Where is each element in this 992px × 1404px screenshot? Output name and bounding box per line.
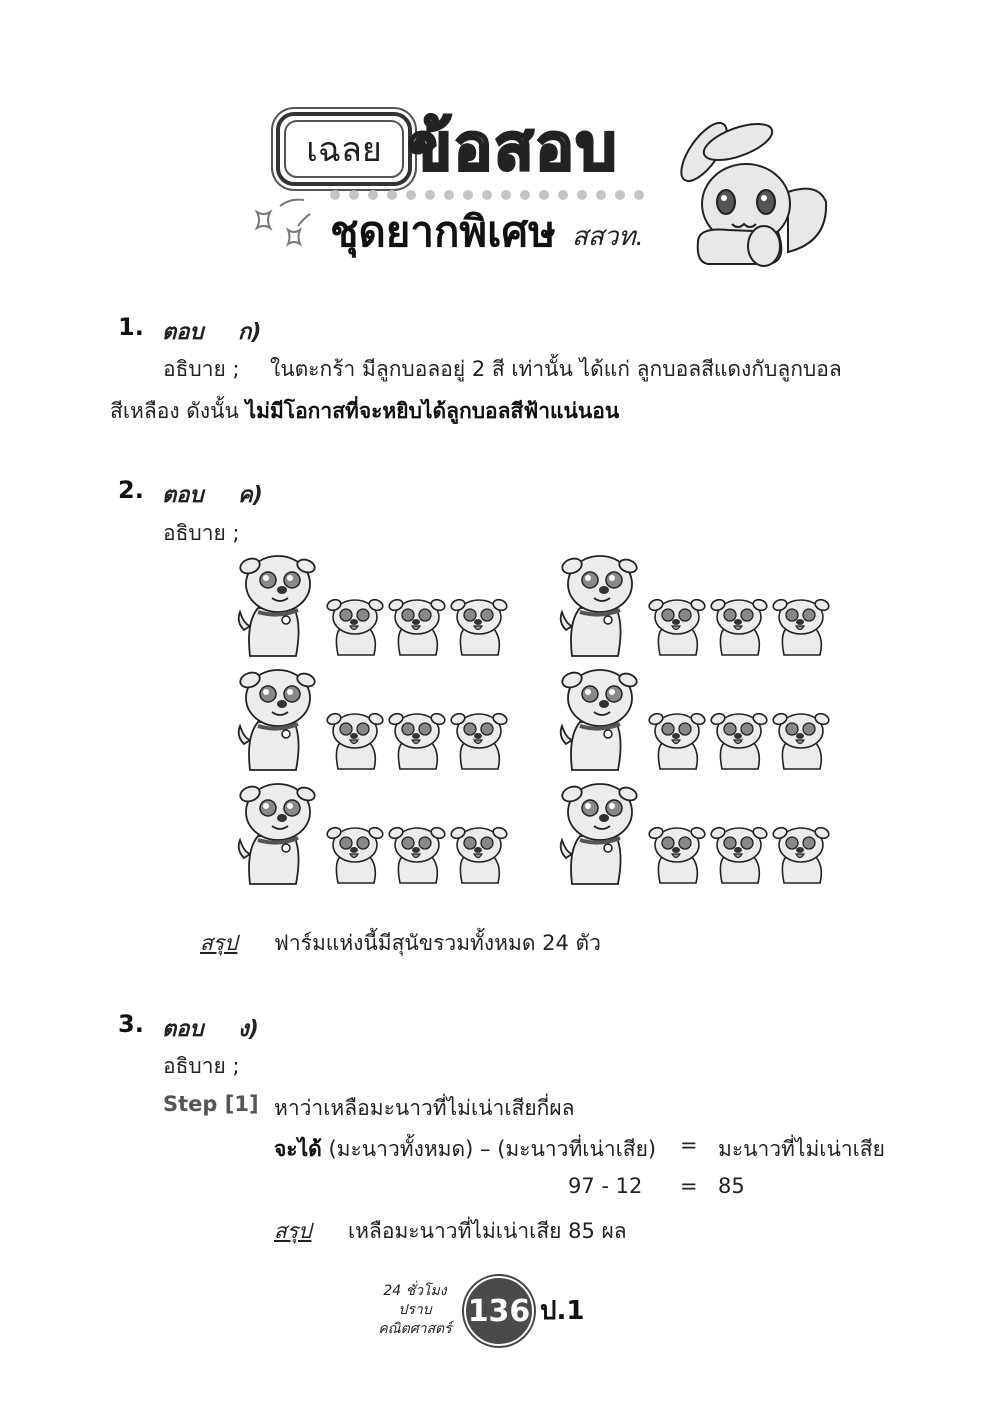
divider-dot (425, 190, 435, 200)
summary-label: สรุป (200, 931, 238, 955)
puppy-icon (450, 823, 508, 889)
summary-label: สรุป (274, 1219, 312, 1243)
puppy-icon (388, 595, 446, 661)
page-number: 136 (464, 1276, 534, 1346)
puppy-icon (326, 595, 384, 661)
puppy-icon (450, 595, 508, 661)
page-subtitle: ชุดยากพิเศษ (330, 207, 556, 256)
puppy-icon (772, 709, 830, 775)
dog-group (236, 666, 508, 775)
explain-label: อธิบาย ; (163, 357, 240, 381)
dog-group (558, 666, 830, 775)
grade-label: ป.1 (540, 1296, 585, 1326)
answer-key-badge (276, 112, 412, 186)
book-title-line-1: 24 ชั่วโมง (383, 1283, 447, 1299)
puppy-icon (710, 709, 768, 775)
divider-dot (368, 190, 378, 200)
big-dog-icon (558, 780, 644, 889)
answer-choice: ง) (238, 1017, 259, 1042)
question-number: 1. (118, 313, 144, 341)
divider-dot (558, 190, 568, 200)
puppy-icon (388, 823, 446, 889)
answer-choice: ค) (238, 483, 263, 508)
book-title-line-2: ปราบ (398, 1302, 432, 1318)
puppy-icon (326, 709, 384, 775)
dog-group (236, 552, 508, 661)
dog-group (558, 780, 830, 889)
divider-dot (596, 190, 606, 200)
divider-dot (463, 190, 473, 200)
dog-group (236, 780, 508, 889)
puppy-icon (710, 823, 768, 889)
divider-dot (406, 190, 416, 200)
answer-label: ตอบ (162, 320, 204, 345)
big-dog-icon (236, 780, 322, 889)
divider-dot (387, 190, 397, 200)
question-number: 3. (118, 1010, 144, 1038)
puppy-icon (772, 823, 830, 889)
answer-choice: ก) (238, 320, 262, 345)
equation-rhs: มะนาวที่ไม่เน่าเสีย (718, 1137, 885, 1161)
divider-dot (539, 190, 549, 200)
big-dog-icon (558, 666, 644, 775)
sparkle-icon (252, 192, 322, 252)
big-dog-icon (236, 552, 322, 661)
puppy-icon (710, 595, 768, 661)
explanation-line-2: สีเหลือง ดังนั้น (110, 399, 239, 423)
explain-label: อธิบาย ; (163, 1054, 240, 1078)
step-text: หาว่าเหลือมะนาวที่ไม่เน่าเสียกี่ผล (274, 1096, 575, 1120)
big-dog-icon (558, 552, 644, 661)
step-label: Step [1] (163, 1092, 259, 1116)
question-number: 2. (118, 476, 144, 504)
divider-dot (634, 190, 644, 200)
divider-dot (330, 190, 340, 200)
divider-dot (615, 190, 625, 200)
calc-equals: = (680, 1174, 698, 1198)
book-title-line-3: คณิตศาสตร์ (378, 1321, 452, 1337)
big-dog-icon (236, 666, 322, 775)
dog-illustration (236, 552, 836, 892)
equation-prefix: จะได้ (274, 1137, 322, 1161)
divider-dot (349, 190, 359, 200)
puppy-icon (326, 823, 384, 889)
divider-dot (482, 190, 492, 200)
answer-label: ตอบ (162, 1017, 204, 1042)
dotted-divider (330, 190, 644, 200)
divider-dot (577, 190, 587, 200)
answer-key-badge-label: เฉลย (284, 120, 404, 178)
puppy-icon (648, 709, 706, 775)
explanation-conclusion: ไม่มีโอกาสที่จะหยิบได้ลูกบอลสีฟ้าแน่นอน (245, 399, 620, 423)
explain-label: อธิบาย ; (163, 521, 240, 545)
summary-text: ฟาร์มแห่งนี้มีสุนัขรวมทั้งหมด 24 ตัว (274, 931, 601, 955)
bunny-mascot-icon (668, 112, 838, 282)
puppy-icon (648, 823, 706, 889)
answer-label: ตอบ (162, 483, 204, 508)
divider-dot (520, 190, 530, 200)
puppy-icon (772, 595, 830, 661)
summary-text: เหลือมะนาวที่ไม่เน่าเสีย 85 ผล (348, 1219, 627, 1243)
divider-dot (444, 190, 454, 200)
dog-group (558, 552, 830, 661)
equation-equals: = (680, 1133, 698, 1157)
subtitle-org: สสวท. (572, 222, 644, 252)
book-title (372, 1282, 458, 1339)
puppy-icon (648, 595, 706, 661)
divider-dot (501, 190, 511, 200)
calc-result: 85 (718, 1174, 745, 1198)
page-title: ข้อสอบ (408, 111, 619, 185)
equation-lhs: (มะนาวทั้งหมด) – (มะนาวที่เน่าเสีย) (328, 1137, 657, 1161)
puppy-icon (388, 709, 446, 775)
calc-lhs: 97 - 12 (568, 1174, 643, 1198)
explanation-line-1: ในตะกร้า มีลูกบอลอยู่ 2 สี เท่านั้น ได้แก่ ลูกบอลสีแดงกับลูกบอล (270, 357, 842, 381)
puppy-icon (450, 709, 508, 775)
